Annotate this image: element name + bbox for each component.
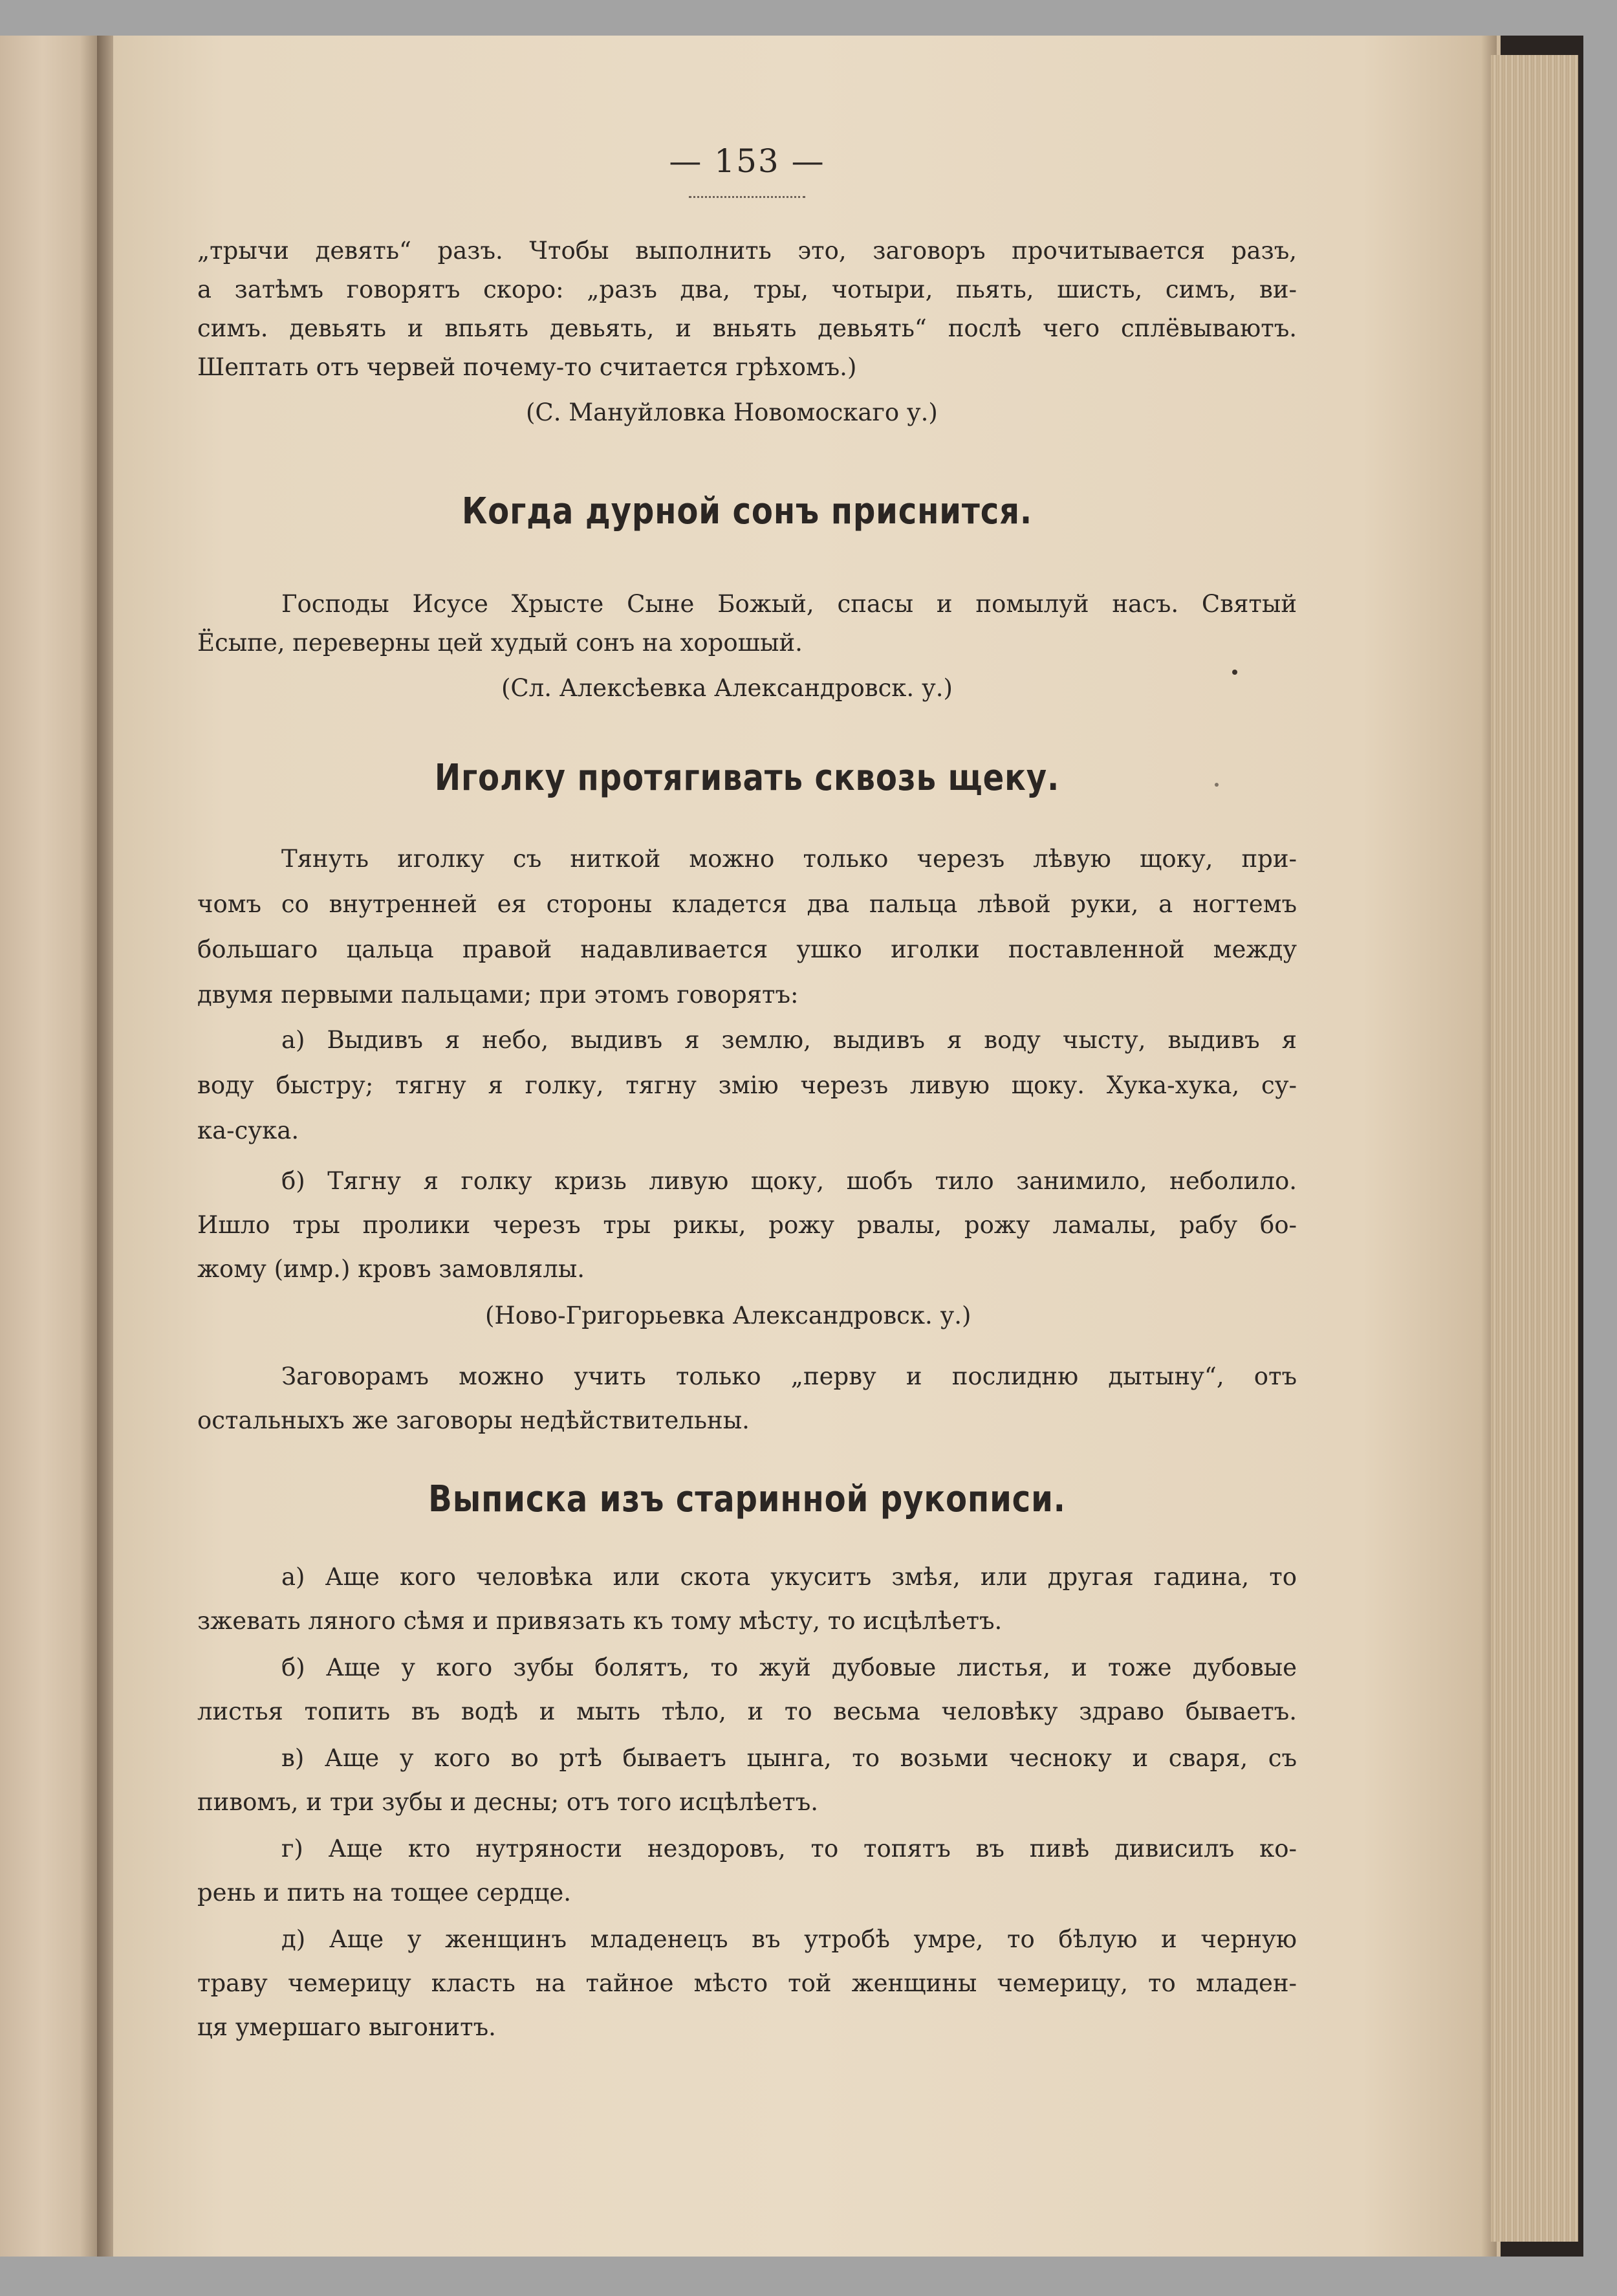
intro-line: а затѣмъ говорятъ скоро: „разъ два, тры, чотыри, пьять, шисть, симъ, ви- [197,276,1297,303]
intro-line: симъ. девьять и впьять девьять, и вньять девьять“ послѣ чего сплёвываютъ. [197,314,1297,342]
section3-e-line: д) Аще у женщинъ младенецъ въ утробѣ умре, то бѣлую и черную [281,1925,1297,1953]
section2-intro-line: чомъ со внутренней ея стороны кладется два пальца лѣвой руки, а ногтемъ [197,890,1297,918]
section3-a-line: а) Аще кого человѣка или скота укуситъ змѣя, или другая гадина, то [281,1563,1297,1591]
intro-line: „трычи девять“ разъ. Чтобы выполнить это, заговоръ прочитывается разъ, [197,237,1297,265]
section2-intro-line: двумя первыми пальцами; при этомъ говорятъ: [197,981,799,1009]
section3-e-line: траву чемерицу класть на тайное мѣсто той женщины чемерицу, то младен- [197,1969,1297,1997]
section3-e-line: ця умершаго выгонитъ. [197,2013,496,2041]
page-number-ornament [689,191,805,198]
intro-source: (С. Мануйловка Новомоскаго у.) [526,399,938,426]
section1-line: Господы Исусе Хрысте Сыне Божый, спасы и помылуй насъ. Святый [281,590,1297,618]
section2-note-line: Заговорамъ можно учить только „перву и послидню дытыну“, отъ [281,1362,1297,1390]
section2-a-line: воду быстру; тягну я голку, тягну змію черезъ ливую щоку. Хука-хука, су- [197,1071,1297,1099]
section2-b-line: б) Тягну я голку кризь ливую щоку, шобъ тило занимило, неболило. [281,1167,1297,1195]
section3-b-line: б) Аще у кого зубы болятъ, то жуй дубовые листья, и тоже дубовые [281,1654,1297,1681]
page-stack-edges [1491,55,1578,2242]
section2-note-line: остальныхъ же заговоры недѣйствительны. [197,1406,750,1434]
section3-a-line: зжевать ляного сѣмя и привязать къ тому мѣсту, то исцѣлѣетъ. [197,1607,1003,1635]
section2-intro-line: Тянуть иголку съ ниткой можно только черезъ лѣвую щоку, при- [281,845,1297,873]
section2-heading: Иголку протягивать сквозь щеку. [434,757,1060,799]
section3-b-line: листья топить въ водѣ и мыть тѣло, и то весьма человѣку здраво бываетъ. [197,1698,1297,1725]
section1-heading: Когда дурной сонъ приснится. [461,490,1033,532]
section1-line: Ёсыпе, переверны цей худый сонъ на хорошый. [197,629,803,657]
section2-intro-line: большаго цальца правой надавливается ушко иголки поставленной между [197,935,1297,963]
ink-speck [1215,783,1219,787]
section1-source: (Сл. Алексѣевка Александровск. у.) [501,674,953,702]
section2-a-line: ка-сука. [197,1117,299,1144]
section3-c-line: в) Аще у кого во ртѣ бываетъ цынга, то возьми чесноку и сваря, съ [281,1744,1297,1772]
section2-a-line: а) Выдивъ я небо, выдивъ я землю, выдивъ я воду чысту, выдивъ я [281,1026,1297,1054]
section3-heading: Выписка изъ старинной рукописи. [428,1478,1066,1520]
section2-b-line: Ишло тры пролики черезъ тры рикы, рожу рвалы, рожу ламалы, рабу бо- [197,1211,1297,1239]
section2-b-line: жому (имр.) кровъ замовлялы. [197,1255,585,1283]
section3-c-line: пивомъ, и три зубы и десны; отъ того исцѣлѣетъ. [197,1788,819,1816]
left-page-edge [0,36,107,2257]
section3-d-line: рень и пить на тощее сердце. [197,1879,571,1907]
section2-source: (Ново-Григорьевка Александровск. у.) [485,1302,971,1329]
ink-speck [1232,670,1237,675]
page-number: — 153 — [669,142,825,180]
section3-d-line: г) Аще кто нутряности нездоровъ, то топятъ въ пивѣ дивисилъ ко- [281,1835,1297,1863]
intro-line: Шептать отъ червей почему-то считается грѣхомъ.) [197,353,857,381]
